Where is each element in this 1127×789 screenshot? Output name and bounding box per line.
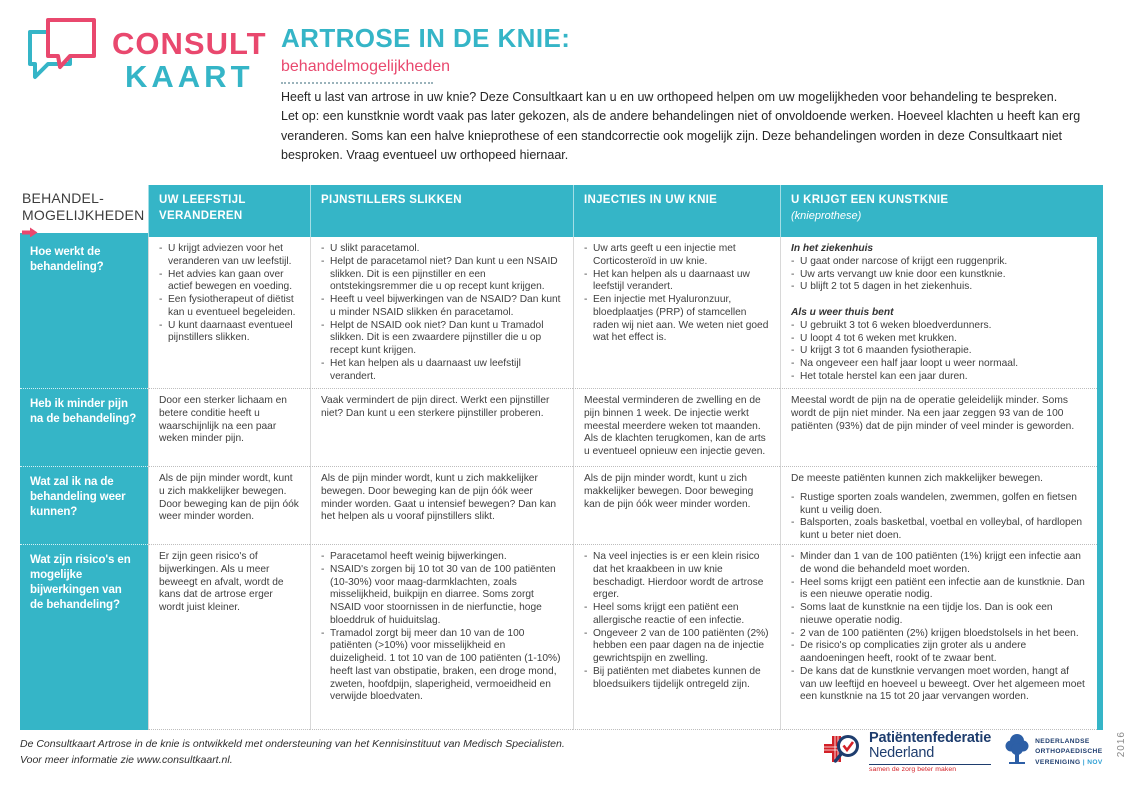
intro-paragraph-1: Heeft u last van artrose in uw knie? Deze Consultkaart kan u en uw orthopeed helpen om uw mogelijkheden voor behandeling te bespreken. [281, 90, 1058, 104]
corner-line-2: MOGELIJKHEDEN [22, 207, 145, 224]
footer-credit [20, 736, 565, 769]
cell-paragraph: De meeste patiënten kunnen zich makkelijker bewegen. [791, 473, 1044, 484]
table-cell [148, 467, 310, 545]
cell-list-item: - Een fysiotherapeut of diëtist kan u eventueel begeleiden. [159, 294, 300, 320]
page-subtitle: behandelmogelijkheden [281, 57, 451, 75]
table-corner-header [20, 185, 148, 237]
cell-list-item: - De kans dat de kunstknie vervangen moet worden, hangt af van uw leeftijd en hoeveel u beweegt. Over het algemeen moet een kunstknie na 15 tot 20 jaar vervangen worden. [791, 666, 1087, 704]
page-title: ARTROSE IN DE KNIE: [281, 23, 571, 53]
table-cell [310, 237, 573, 389]
table-cell [310, 389, 573, 467]
nov-separator: | [1082, 758, 1085, 766]
cell-list-item: - Bij patiënten met diabetes kunnen de bloedsuikers tijdelijk ontregeld zijn. [584, 666, 770, 692]
table-cell [780, 545, 1097, 730]
nov-logo [1004, 732, 1103, 773]
cell-list-item: - Het totale herstel kan een jaar duren. [791, 371, 1087, 384]
speech-bubbles-icon [22, 14, 100, 91]
corner-line-1: BEHANDEL- [22, 190, 104, 206]
cell-list-item: - Heel soms krijgt een patiënt een infectie aan de kunstknie. Dan is een nieuwe operatie nodig. [791, 577, 1087, 603]
cell-list-item: - Rustige sporten zoals wandelen, zwemmen, golfen en fietsen kunt u veilig doen. [791, 492, 1087, 518]
cell-list-item: - Heel soms krijgt een patiënt een allergische reactie of een infectie. [584, 602, 770, 628]
tree-icon [1004, 732, 1030, 773]
cell-list-item: - Ongeveer 2 van de 100 patiënten (2%) hebben een paar dagen na de injectie gewrichtspijn en zwelling. [584, 628, 770, 666]
cell-paragraph: Als de pijn minder wordt, kunt u zich makkelijker bewegen. Door beweging kan de pijn óók weer minder worden. [584, 473, 754, 510]
cell-section-heading: Als u weer thuis bent [791, 307, 894, 318]
cell-paragraph: Er zijn geen risico's of bijwerkingen. Als u meer beweegt en afvalt, wordt de kans dat de artrose erger wordt juist kleiner. [159, 551, 284, 613]
cell-list-item: - Soms laat de kunstknie na een tijdje los. Dan is ook een nieuwe operatie nodig. [791, 602, 1087, 628]
row-header-hoe-werkt: Hoe werkt de behandeling? [20, 237, 148, 389]
cell-list-item: - U gaat onder narcose of krijgt een ruggenprik. [791, 256, 1087, 269]
credit-line-1: De Consultkaart Artrose in de knie is ontwikkeld met ondersteuning van het Kennisinstituut van Medisch Specialisten. [20, 738, 565, 750]
table-cell [148, 389, 310, 467]
table-cell [573, 389, 780, 467]
cell-list-item: - Uw arts geeft u een injectie met Corticosteroïd in uw knie. [584, 243, 770, 269]
nov-abbr: NOV [1087, 758, 1103, 766]
cell-list-item: - U loopt 4 tot 6 weken met krukken. [791, 333, 1087, 346]
magnifier-cross-icon [822, 729, 864, 774]
column-header-leefstijl: UW LEEFSTIJL VERANDEREN [148, 185, 310, 237]
pf-name: Nederland [869, 745, 935, 762]
cell-list-item: - Na ongeveer een half jaar loopt u weer normaal. [791, 358, 1087, 371]
intro-paragraph-2: Let op: een kunstknie wordt vaak pas later gekozen, als de andere behandelingen niet of onvoldoende werken. Hoeveel klachten u heeft kan erg veranderen. Soms kan een halve knieprothese of een standcorrectie ook mogelijk zijn. Deze behandelingen worden in deze Consultkaart niet besproken. Vraag eventueel uw orthopeed hiernaar. [281, 109, 1081, 163]
cell-list-item: - Helpt de paracetamol niet? Dan kunt u een NSAID slikken. Dit is een pijnstiller en een ontstekingsremmer die u op recept kunt krijgen. [321, 256, 563, 294]
cell-list-item: - Balsporten, zoals basketbal, voetbal en volleybal, of hardlopen kunt u beter niet doen. [791, 517, 1087, 543]
cell-list-item: - Het kan helpen als u daarnaast uw leefstijl verandert. [321, 358, 563, 384]
nov-line-3: VERENIGING | NOV [1035, 758, 1103, 766]
cell-list-item: - Een injectie met Hyaluronzuur, bloedplaatjes (PRP) of stamcellen raden wij niet aan. We weten niet goed wat het effect is. [584, 294, 770, 345]
cell-section-heading: In het ziekenhuis [791, 243, 874, 254]
table-cell [148, 237, 310, 389]
cell-list-item: - U krijgt adviezen voor het veranderen van uw leefstijl. [159, 243, 300, 269]
column-header-kunstknie: U KRIJGT EEN KUNSTKNIE (knieprothese) [780, 185, 1097, 237]
cell-list-item: - Tramadol zorgt bij meer dan 10 van de 100 patiënten (>10%) voor misselijkheid en duizeligheid. 1 tot 10 van de 100 patiënten (1-10%) heeft last van obstipatie, braken, een droge mond, zweten, hoofdpijn, slaperigheid, vermoeidheid en verwijde bloedvaten. [321, 628, 563, 705]
pf-divider [869, 764, 991, 765]
table-cell [780, 389, 1097, 467]
cell-paragraph: Vaak vermindert de pijn direct. Werkt een pijnstiller niet? Dan kunt u een sterkere pijnstiller proberen. [321, 395, 550, 419]
cell-list-item: - Het kan helpen als u daarnaast uw leefstijl verandert. [584, 269, 770, 295]
title-block [281, 24, 570, 84]
cell-list-item: - Paracetamol heeft weinig bijwerkingen. [321, 551, 563, 564]
table-cell [573, 237, 780, 389]
table-cell [310, 545, 573, 730]
treatment-options-table [20, 185, 1103, 730]
logo-word-kaart: KAART [125, 58, 254, 94]
nov-line-2: ORTHOPAEDISCHE [1035, 748, 1103, 756]
logo-word-consult: CONSULT [112, 26, 267, 61]
table-cell [573, 467, 780, 545]
table-cell [573, 545, 780, 730]
cell-list-item: - U blijft 2 tot 5 dagen in het ziekenhuis. [791, 281, 1087, 294]
cell-list-item: - Uw arts vervangt uw knie door een kunstknie. [791, 269, 1087, 282]
cell-list-item: - Het advies kan gaan over actief bewegen en voeding. [159, 269, 300, 295]
column-header-injecties: INJECTIES IN UW KNIE [573, 185, 780, 237]
cell-list-item: - U krijgt 3 tot 6 maanden fysiotherapie. [791, 345, 1087, 358]
credit-line-2: Voor meer informatie zie www.consultkaart.nl. [20, 754, 233, 767]
cell-list-item: - U gebruikt 3 tot 6 weken bloedverdunners. [791, 320, 1087, 333]
cell-list-item: - U kunt daarnaast eventueel pijnstillers slikken. [159, 320, 300, 346]
cell-list-item: - Na veel injecties is er een klein risico dat het kraakbeen in uw knie beschadigt. Hierdoor wordt de artrose erger. [584, 551, 770, 602]
intro-text [281, 88, 1117, 166]
row-header-risicos: Wat zijn risico's en mogelijke bijwerkingen van de behandeling? [20, 545, 148, 730]
column-subheader-knieprothese: (knieprothese) [791, 209, 862, 222]
column-header-pijnstillers: PIJNSTILLERS SLIKKEN [310, 185, 573, 237]
table-cell [780, 237, 1097, 389]
cell-paragraph: Als de pijn minder wordt, kunt u zich makkelijker bewegen. Door beweging kan de pijn óók weer minder worden. [159, 473, 299, 523]
cell-paragraph: Meestal wordt de pijn na de operatie geleidelijk minder. Soms wordt de pijn niet minder. Na een jaar zeggen 93 van de 100 patiënten (93%) dat de pijn minder of veel minder is geworden. [791, 395, 1075, 432]
row-header-weer-kunnen: Wat zal ik na de behandeling weer kunnen? [20, 467, 148, 545]
cell-list-item: - 2 van de 100 patiënten (2%) krijgen bloedstolsels in het been. [791, 628, 1087, 641]
pf-tagline: samen de zorg beter maken [869, 766, 957, 774]
year-label: 2016 [1115, 731, 1127, 758]
patientenfederatie-logo [822, 729, 991, 774]
cell-list-item: - De risico's op complicaties zijn groter als u andere aandoeningen heeft, rookt of te zwaar bent. [791, 640, 1087, 666]
consultkaart-logo [22, 14, 267, 93]
footer-logos [822, 729, 1127, 774]
cell-list-item: - Helpt de NSAID ook niet? Dan kunt u Tramadol slikken. Dit is een zwaardere pijnstiller die u op recept kunt krijgen. [321, 320, 563, 358]
nov-line-1: NEDERLANDSE [1035, 737, 1090, 745]
row-header-minder-pijn: Heb ik minder pijn na de behandeling? [20, 389, 148, 467]
table-cell [310, 467, 573, 545]
table-cell [148, 545, 310, 730]
cell-list-item: - Minder dan 1 van de 100 patiënten (1%) krijgt een infectie aan de wond die behandeld moet worden. [791, 551, 1087, 577]
cell-list-item: - Heeft u veel bijwerkingen van de NSAID? Dan kunt u minder NSAID slikken én paracetamol. [321, 294, 563, 320]
cell-paragraph: Door een sterker lichaam en betere conditie heeft u waarschijnlijk na een paar weken minder pijn. [159, 395, 287, 445]
table-cell [780, 467, 1097, 545]
cell-list-item: - NSAID's zorgen bij 10 tot 30 van de 100 patiënten (10-30%) voor maag-darmklachten, zoals misselijkheid, buikpijn en diarree. Soms zorgt NSAID voor stoornissen in de nierfunctie, hoge bloeddruk of huiduitslag. [321, 564, 563, 628]
cell-paragraph: Als de pijn minder wordt, kunt u zich makkelijker bewegen. Door beweging kan de pijn óók weer minder worden. Gaat u intensief bewegen? Dan kan het helpen als u vooraf pijnstillers slikt. [321, 473, 557, 523]
cell-paragraph: Meestal verminderen de zwelling en de pijn binnen 1 week. De injectie werkt meestal meerdere weken tot maanden. Als de klachten terugkomen, kan de arts u eventueel opnieuw een injectie geven. [584, 395, 766, 457]
subtitle-divider [281, 82, 433, 84]
pf-name-bold: Patiëntenfederatie [869, 730, 992, 746]
cell-list-item: - U slikt paracetamol. [321, 243, 563, 256]
